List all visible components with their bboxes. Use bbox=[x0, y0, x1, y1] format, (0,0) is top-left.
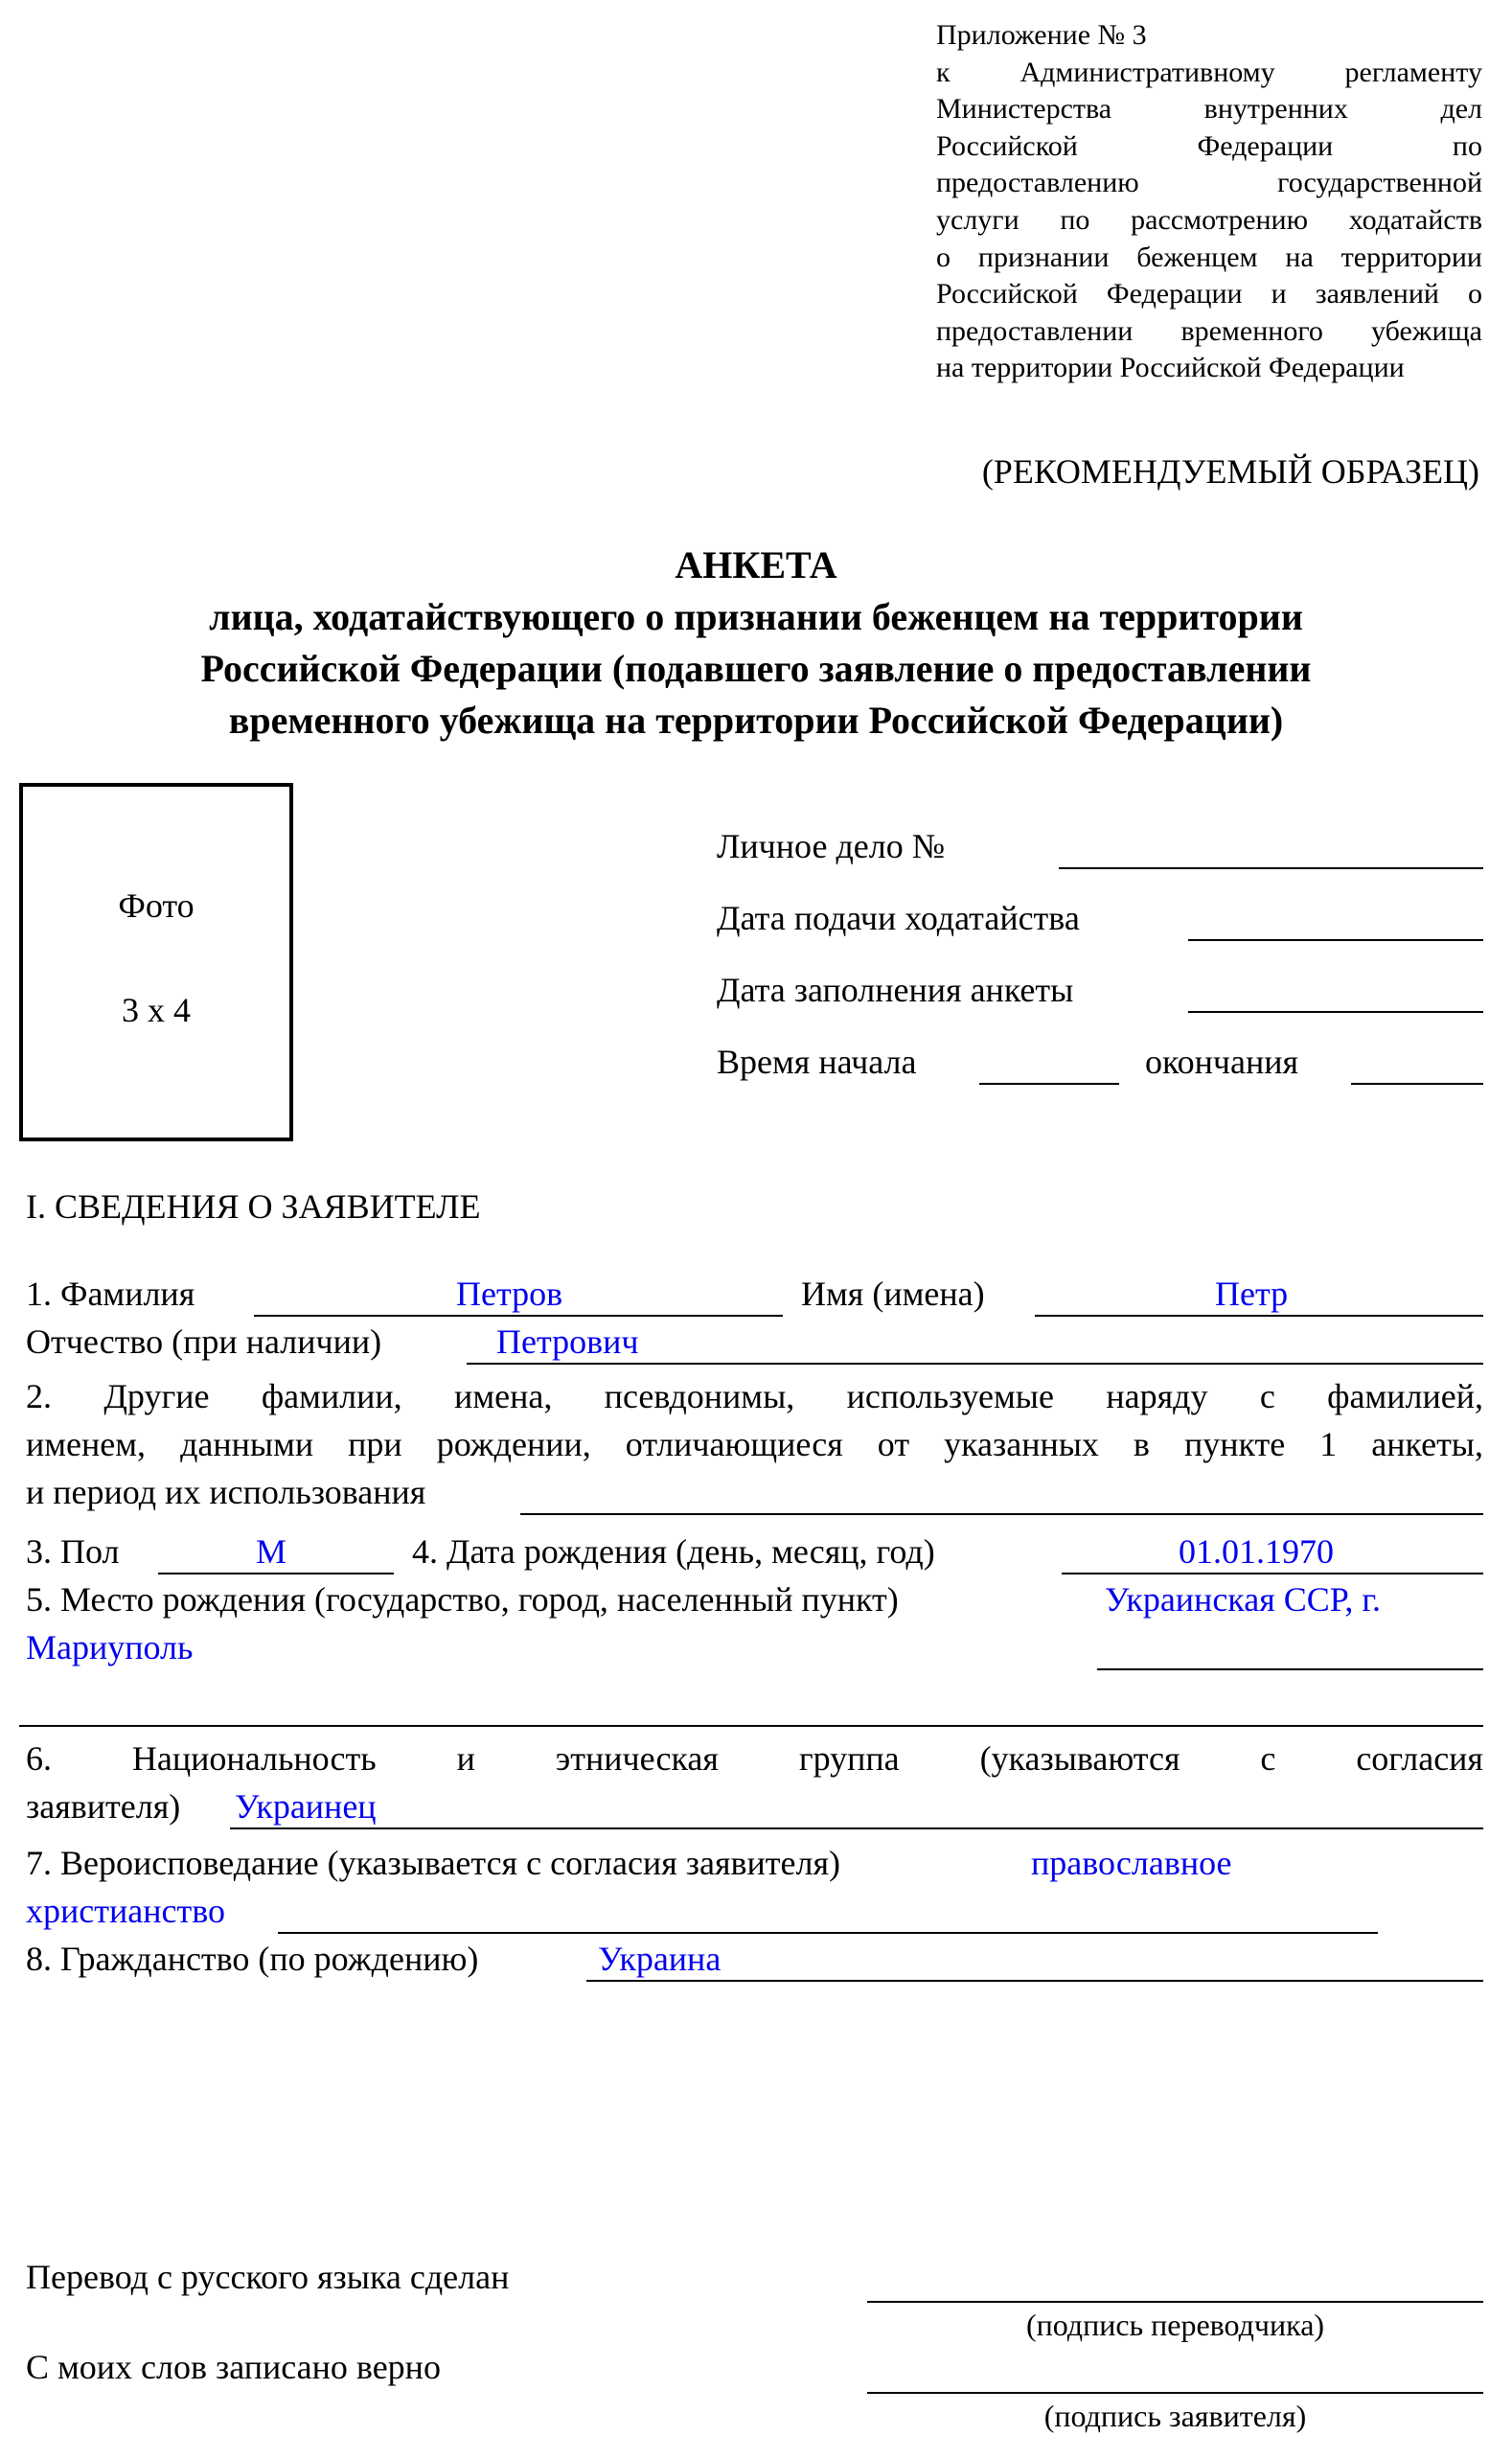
appendix-line: к Административному регламенту bbox=[936, 56, 1482, 88]
photo-box bbox=[19, 783, 293, 1141]
nationality-text: 6. Национальность и этническая группа (указываются с согласия bbox=[26, 1739, 1483, 1778]
name-field[interactable] bbox=[1035, 1315, 1483, 1317]
appendix-block bbox=[936, 17, 1482, 387]
sample-label: (РЕКОМЕНДУЕМЫЙ ОБРАЗЕЦ) bbox=[981, 452, 1479, 491]
birthplace-field-extra[interactable] bbox=[19, 1725, 1483, 1727]
appendix-line: Российской Федерации и заявлений о bbox=[936, 278, 1482, 310]
patronymic-field[interactable] bbox=[467, 1363, 1483, 1365]
sex-field[interactable] bbox=[158, 1573, 394, 1574]
religion-field[interactable] bbox=[278, 1932, 1378, 1934]
form-subtitle-line: Российской Федерации (подавшего заявление о предоставлении bbox=[200, 647, 1312, 690]
appendix-line: предоставлении временного убежища bbox=[936, 314, 1482, 347]
birthplace-label: 5. Место рождения (государство, город, населенный пункт) bbox=[26, 1580, 899, 1619]
religion-label: 7. Вероисповедание (указывается с согласия заявителя) bbox=[26, 1844, 840, 1882]
citizenship-label: 8. Гражданство (по рождению) bbox=[26, 1940, 479, 1978]
time-start-field[interactable] bbox=[979, 1083, 1119, 1085]
appendix-line: предоставлению государственной bbox=[936, 167, 1482, 199]
surname-label: 1. Фамилия bbox=[26, 1275, 195, 1313]
time-end-field[interactable] bbox=[1351, 1083, 1483, 1085]
patronymic-label: Отчество (при наличии) bbox=[26, 1322, 382, 1361]
photo-size: 3 х 4 bbox=[122, 991, 191, 1029]
application-date-label: Дата подачи ходатайства bbox=[717, 899, 1080, 937]
section-title: I. СВЕДЕНИЯ О ЗАЯВИТЕЛЕ bbox=[26, 1187, 481, 1226]
sex-label: 3. Пол bbox=[26, 1532, 120, 1571]
appendix-line: о признании беженцем на территории bbox=[936, 241, 1482, 273]
name-value: Петр bbox=[1215, 1275, 1289, 1313]
citizenship-field[interactable] bbox=[586, 1980, 1483, 1982]
appendix-line: Министерства внутренних дел bbox=[936, 93, 1482, 126]
form-subtitle-line: временного убежища на территории Российской Федерации) bbox=[228, 699, 1284, 742]
other-names-text: именем, данными при рождении, отличающиеся от указанных в пункте 1 анкеты, bbox=[26, 1425, 1483, 1463]
dob-field[interactable] bbox=[1062, 1573, 1483, 1574]
sex-value: М bbox=[256, 1532, 287, 1571]
translation-label: Перевод с русского языка сделан bbox=[26, 2258, 510, 2296]
time-end-label: окончания bbox=[1145, 1043, 1299, 1081]
time-start-label: Время начала bbox=[717, 1043, 917, 1081]
nationality-field[interactable] bbox=[230, 1827, 1483, 1829]
applicant-signature-field[interactable] bbox=[867, 2392, 1483, 2394]
form-date-field[interactable] bbox=[1188, 1011, 1483, 1013]
translator-signature-caption: (подпись переводчика) bbox=[1025, 2308, 1325, 2342]
appendix-line: на территории Российской Федерации bbox=[936, 352, 1405, 384]
religion-value-cont: христианство bbox=[26, 1892, 225, 1930]
other-names-field[interactable] bbox=[520, 1513, 1483, 1515]
surname-field[interactable] bbox=[254, 1315, 783, 1317]
surname-value: Петров bbox=[456, 1275, 563, 1313]
patronymic-value: Петрович bbox=[496, 1322, 639, 1361]
case-number-label: Личное дело № bbox=[717, 827, 946, 865]
appendix-line: Российской Федерации по bbox=[936, 129, 1482, 162]
photo-label: Фото bbox=[118, 886, 195, 925]
appendix-line: Приложение № 3 bbox=[936, 19, 1147, 51]
form-subtitle-line: лица, ходатайствующего о признании беженцем на территории bbox=[209, 595, 1303, 638]
translator-signature-field[interactable] bbox=[867, 2301, 1483, 2303]
case-number-field[interactable] bbox=[1059, 867, 1483, 869]
religion-value: православное bbox=[1031, 1844, 1232, 1882]
form-title: АНКЕТА bbox=[675, 543, 837, 586]
citizenship-value: Украина bbox=[598, 1940, 722, 1978]
applicant-signature-caption: (подпись заявителя) bbox=[1043, 2399, 1307, 2433]
recorded-label: С моих слов записано верно bbox=[26, 2348, 441, 2386]
dob-label: 4. Дата рождения (день, месяц, год) bbox=[412, 1532, 935, 1571]
birthplace-field[interactable] bbox=[1097, 1668, 1483, 1670]
birthplace-value: Украинская ССР, г. bbox=[1105, 1580, 1382, 1619]
name-label: Имя (имена) bbox=[801, 1275, 985, 1313]
other-names-text: 2. Другие фамилии, имена, псевдонимы, используемые наряду с фамилией, bbox=[26, 1377, 1483, 1415]
nationality-value: Украинец bbox=[235, 1787, 377, 1826]
other-names-label: и период их использования bbox=[26, 1473, 426, 1511]
application-date-field[interactable] bbox=[1188, 939, 1483, 941]
form-date-label: Дата заполнения анкеты bbox=[717, 971, 1074, 1009]
birthplace-value-cont: Мариуполь bbox=[26, 1628, 194, 1666]
dob-value: 01.01.1970 bbox=[1179, 1532, 1334, 1571]
appendix-line: услуги по рассмотрению ходатайств bbox=[936, 203, 1482, 236]
nationality-label: заявителя) bbox=[26, 1787, 181, 1826]
